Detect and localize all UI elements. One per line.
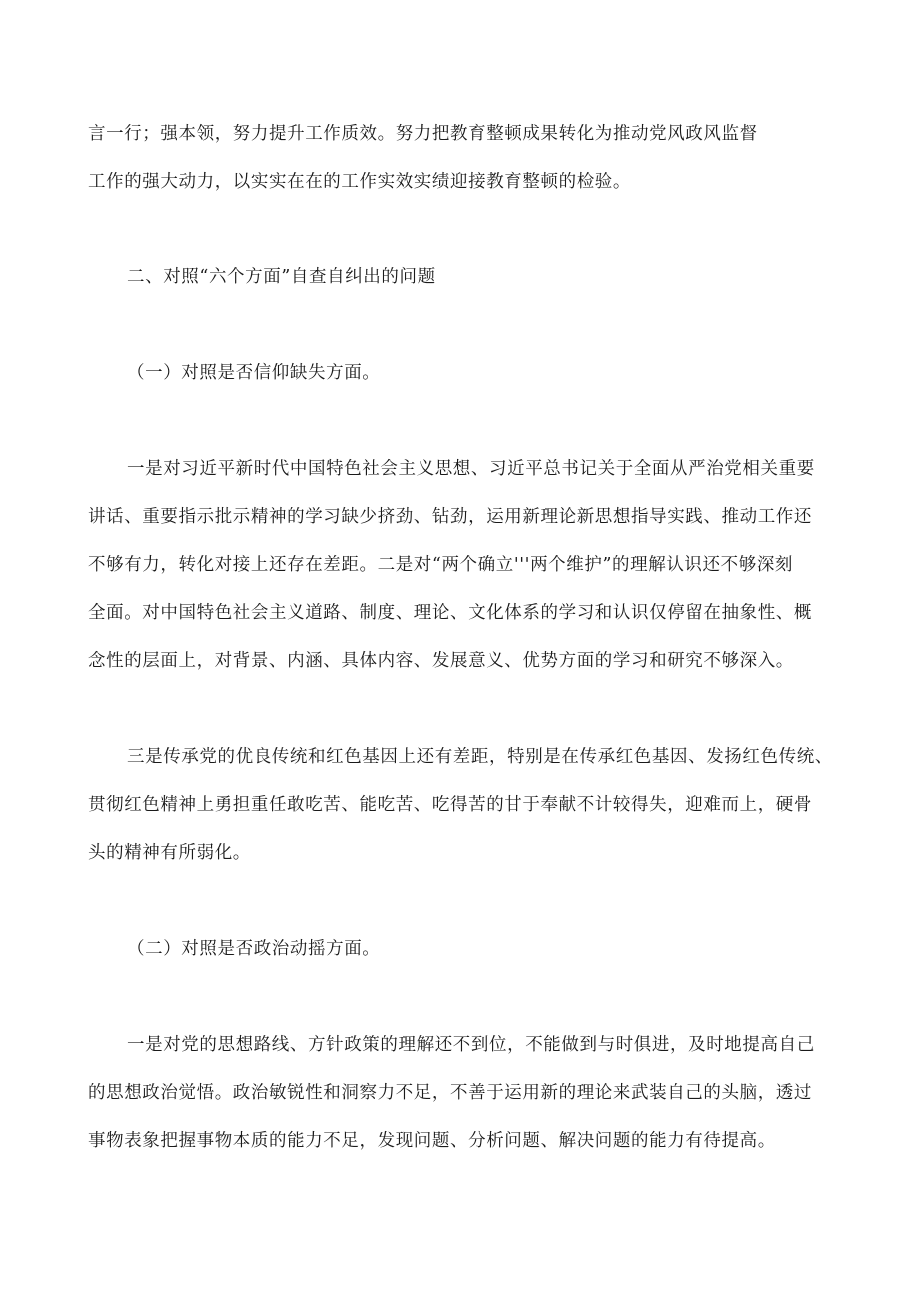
- text-line: 三是传承党的优良传统和红色基因上还有差距，特别是在传承红色基因、发扬红色传统、: [127, 747, 833, 767]
- text-line: 一是对习近平新时代中国特色社会主义思想、习近平总书记关于全面从严治党相关重要: [127, 459, 815, 479]
- text-line: 头的精神有所弱化。: [88, 843, 251, 863]
- text-line: 讲话、重要指示批示精神的学习缺少挤劲、钻劲，运用新理论新思想指导实践、推动工作还: [88, 507, 812, 527]
- text-line: 工作的强大动力，以实实在在的工作实效实绩迎接教育整顿的检验。: [88, 172, 631, 192]
- subsection-heading: （一）对照是否信仰缺失方面。: [127, 363, 381, 383]
- text-line: 的思想政治觉悟。政治敏锐性和洞察力不足，不善于运用新的理论来武装自己的头脑，透过: [88, 1083, 812, 1103]
- text-line: 念性的层面上，对背景、内涵、具体内容、发展意义、优势方面的学习和研究不够深入。: [88, 651, 794, 671]
- text-line: 全面。对中国特色社会主义道路、制度、理论、文化体系的学习和认识仅停留在抽象性、概: [88, 603, 812, 623]
- text-line: 事物表象把握事物本质的能力不足，发现问题、分析问题、解决问题的能力有待提高。: [88, 1131, 776, 1151]
- text-line: 贯彻红色精神上勇担重任敢吃苦、能吃苦、吃得苦的甘于奉献不计较得失，迎难而上，硬骨: [88, 795, 812, 815]
- text-line: 一是对党的思想路线、方针政策的理解还不到位，不能做到与时俱进，及时地提高自己: [127, 1035, 815, 1055]
- text-line: 言一行；强本领，努力提升工作质效。努力把教育整顿成果转化为推动党风政风监督: [88, 124, 758, 144]
- section-heading: 二、对照“六个方面”自查自纠出的问题: [127, 267, 436, 287]
- text-line: 不够有力，转化对接上还存在差距。二是对“两个确立'''两个维护”的理解认识还不够深刻: [88, 555, 794, 575]
- subsection-heading: （二）对照是否政治动摇方面。: [127, 939, 381, 959]
